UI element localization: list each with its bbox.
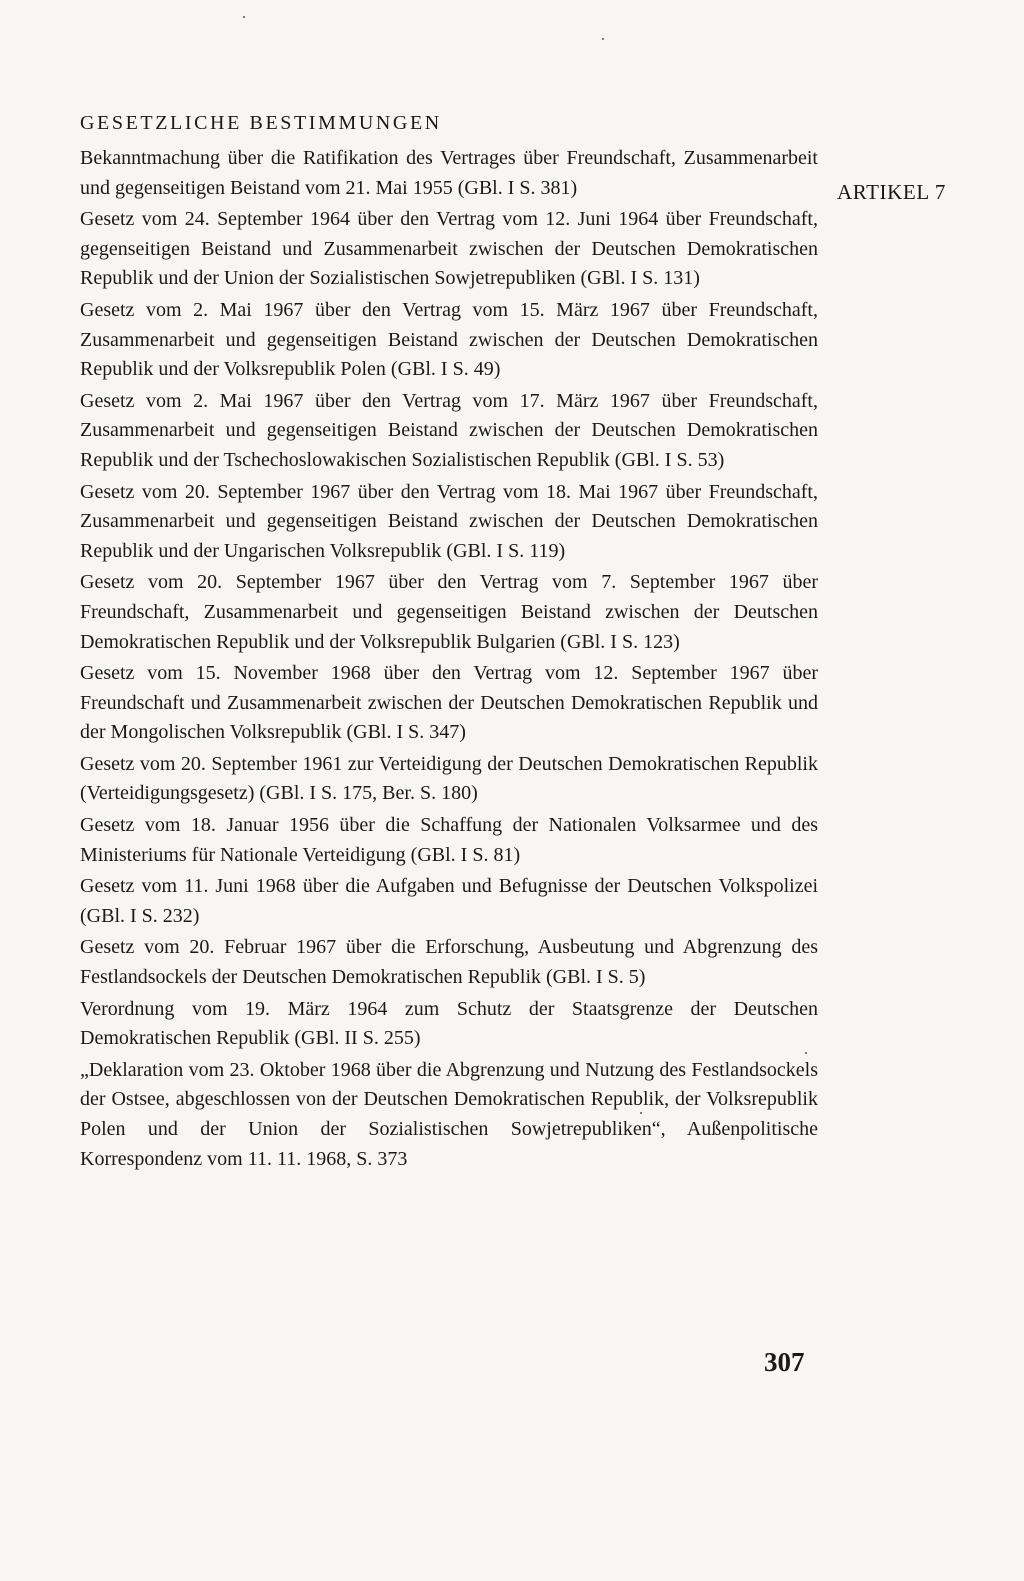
legal-reference-entry: Verordnung vom 19. März 1964 zum Schutz der Staatsgrenze der Deutschen Demokratischen Republik (GBl. II S. 255) xyxy=(80,997,818,1050)
paper-speck xyxy=(805,1052,807,1054)
article-label: ARTIKEL 7 xyxy=(837,180,946,204)
paper-speck xyxy=(602,38,604,40)
legal-reference-entry: Gesetz vom 2. Mai 1967 über den Vertrag vom 15. März 1967 über Freundschaft, Zusammenarbeit und gegenseitigen Beistand zwischen der Deutschen Demokratischen Republik und der Volksrepublik Polen (GBl. I S. 49) xyxy=(80,298,818,381)
section-heading: GESETZLICHE BESTIMMUNGEN xyxy=(80,112,442,134)
legal-reference-entry: Gesetz vom 20. Februar 1967 über die Erforschung, Ausbeutung und Abgrenzung des Festlandsockels der Deutschen Demokratischen Republik (GBl. I S. 5) xyxy=(80,936,818,989)
legal-reference-entry: Gesetz vom 15. November 1968 über den Vertrag vom 12. September 1967 über Freundschaft und Zusammenarbeit zwischen der Deutschen Demokratischen Republik und der Mongolischen Volksrepublik (GBl. I S. 347) xyxy=(80,662,818,744)
paper-speck xyxy=(243,16,245,18)
legal-references-list xyxy=(80,144,818,1176)
legal-reference-entry: Gesetz vom 20. September 1967 über den Vertrag vom 18. Mai 1967 über Freundschaft, Zusammenarbeit und gegenseitigen Beistand zwischen der Deutschen Demokratischen Republik und der Ungarischen Volksrepublik (GBl. I S. 119) xyxy=(80,480,818,562)
legal-reference-entry: Gesetz vom 24. September 1964 über den Vertrag vom 12. Juni 1964 über Freundschaft, gegenseitigen Beistand und Zusammenarbeit zwischen der Deutschen Demokratischen Republik und der Union der Sozialistischen Sowjetrepubliken (GBl. I S. 131) xyxy=(80,208,818,290)
legal-reference-entry: Gesetz vom 20. September 1961 zur Verteidigung der Deutschen Demokratischen Republik (Verteidigungsgesetz) (GBl. I S. 175, Ber. S. 180) xyxy=(80,752,818,805)
page-number: 307 xyxy=(764,1347,805,1377)
paper-speck xyxy=(640,1112,642,1114)
legal-reference-entry: Gesetz vom 20. September 1967 über den Vertrag vom 7. September 1967 über Freundschaft, Zusammenarbeit und gegenseitigen Beistand zwischen der Deutschen Demokratischen Republik und der Volksrepublik Bulgarien (GBl. I S. 123) xyxy=(80,571,818,653)
legal-reference-entry: Gesetz vom 18. Januar 1956 über die Schaffung der Nationalen Volksarmee und des Ministeriums für Nationale Verteidigung (GBl. I S. 81) xyxy=(80,814,818,866)
legal-reference-entry: „Deklaration vom 23. Oktober 1968 über die Abgrenzung und Nutzung des Festlandsockels der Ostsee, abgeschlossen von der Deutschen Demokratischen Republik, der Volksrepublik Polen und der Union der Sozialistischen Sowjetrepubliken“, Außenpolitische Korrespondenz vom 11. 11. 1968, S. 373 xyxy=(80,1058,818,1170)
legal-reference-entry: Bekanntmachung über die Ratifikation des Vertrages über Freundschaft, Zusammenarbeit und gegenseitigen Beistand vom 21. Mai 1955 (GBl. I S. 381) xyxy=(80,147,818,199)
legal-reference-entry: Gesetz vom 2. Mai 1967 über den Vertrag vom 17. März 1967 über Freundschaft, Zusammenarbeit und gegenseitigen Beistand zwischen der Deutschen Demokratischen Republik und der Tschechoslowakischen Sozialistischen Republik (GBl. I S. 53) xyxy=(80,389,818,471)
legal-reference-entry: Gesetz vom 11. Juni 1968 über die Aufgaben und Befugnisse der Deutschen Volkspolizei (GBl. I S. 232) xyxy=(80,875,818,927)
